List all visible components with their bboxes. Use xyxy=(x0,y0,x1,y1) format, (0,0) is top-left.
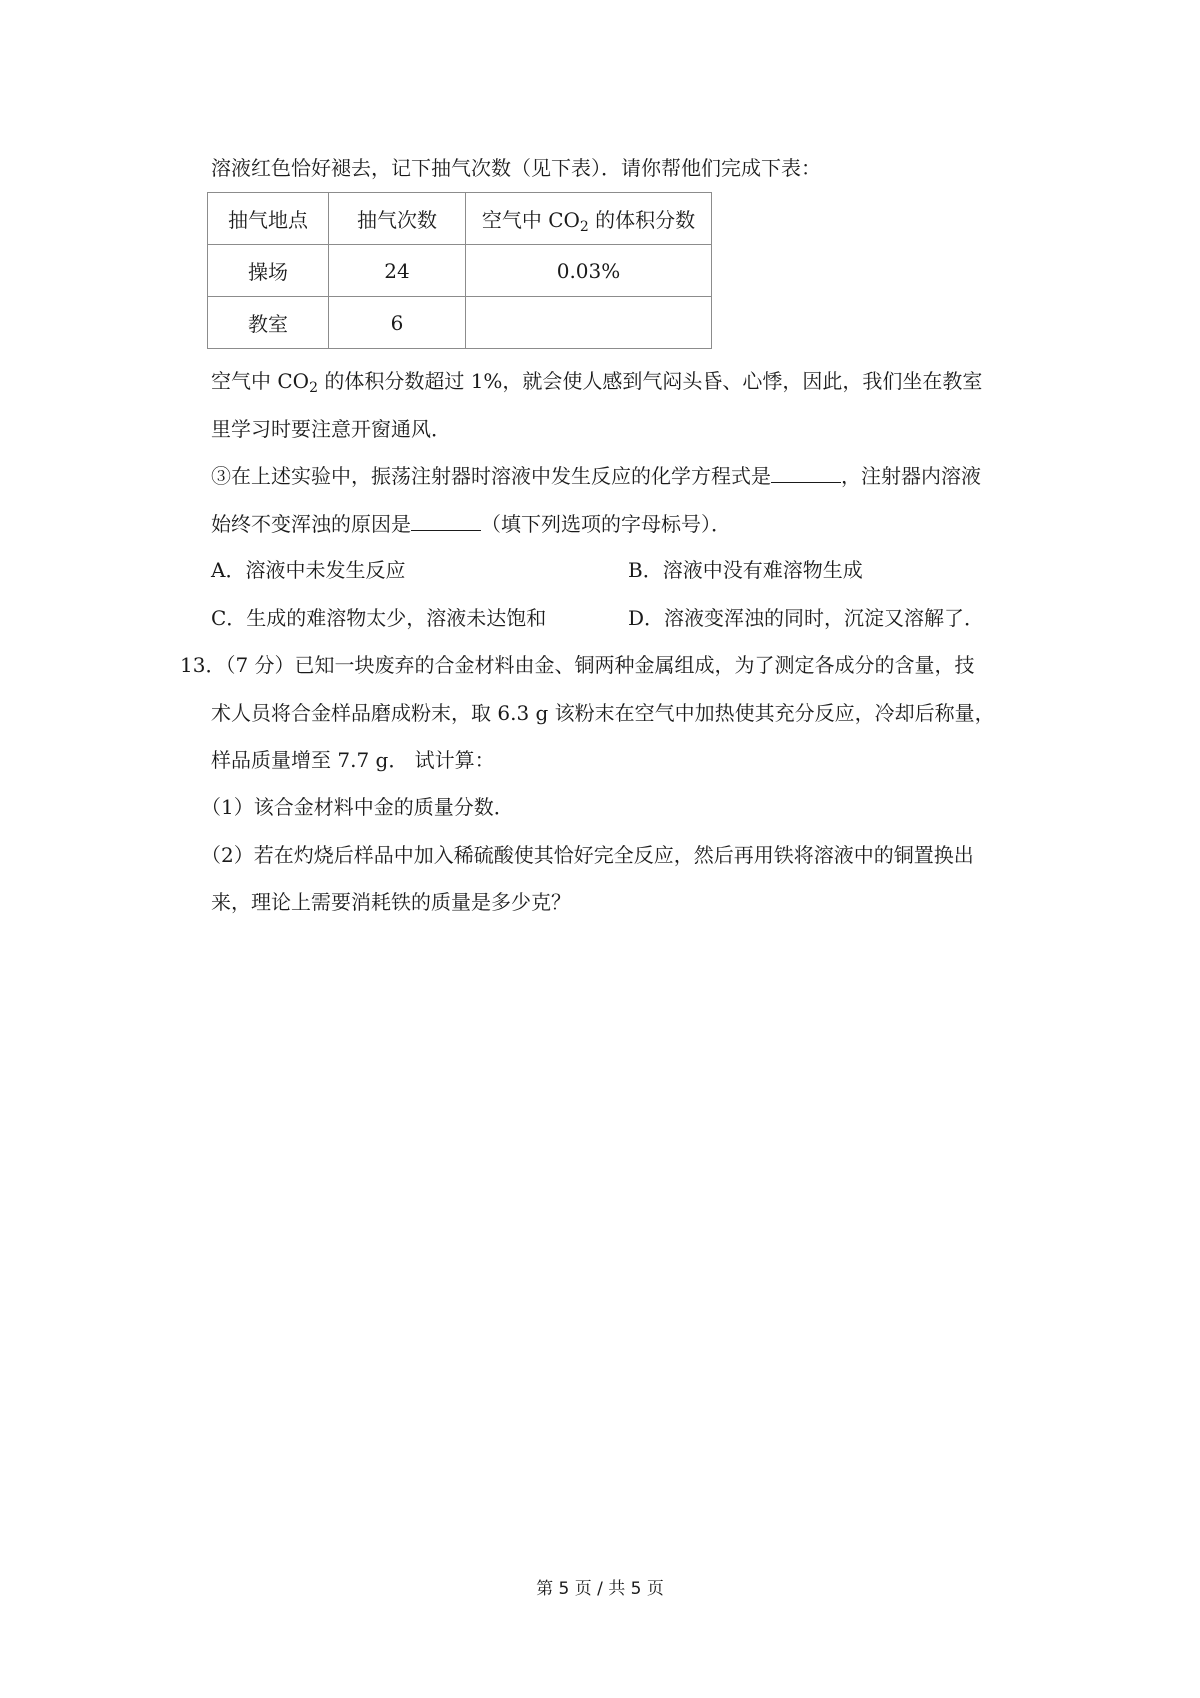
header-place: 抽气地点 xyxy=(208,193,329,245)
option-a: A．溶液中未发生反应 xyxy=(211,558,406,582)
table-row xyxy=(208,245,712,297)
note-line-1: 空气中 $CO_2$ 的体积分数超过 1%，就会使人感到气闷头昏、心悸，因此，我们坐在教室 xyxy=(211,369,983,396)
note-line-2: 里学习时要注意开窗通风． xyxy=(211,417,451,441)
q13-part-2b: 来，理论上需要消耗铁的质量是多少克？ xyxy=(211,890,571,914)
option-c: C．生成的难溶物太少，溶液未达饱和 xyxy=(211,606,547,630)
q13-part-2a: （2）若在灼烧后样品中加入稀硫酸使其恰好完全反应，然后再用铁将溶液中的铜置换出 xyxy=(201,843,974,867)
q13-part-1: （1）该合金材料中金的质量分数． xyxy=(201,795,514,819)
table-row xyxy=(208,297,712,349)
q13-line-1: 13．（7 分）已知一块废弃的合金材料由金、铜两种金属组成，为了测定各成分的含量，技 xyxy=(180,653,975,677)
header-fraction: 空气中 $CO_2$ 的体积分数 xyxy=(466,193,712,245)
answer-blank[interactable] xyxy=(771,462,841,483)
q3-line-2: 始终不变浑浊的原因是 （填下列选项的字母标号）． xyxy=(211,512,731,536)
option-b: B．溶液中没有难溶物生成 xyxy=(628,558,863,582)
q13-line-3: 样品质量增至 7.7 g． 试计算： xyxy=(211,748,495,772)
cell-fraction: 0.03% xyxy=(466,245,712,297)
q13-line-2: 术人员将合金样品磨成粉末，取 6.3 g 该粉末在空气中加热使其充分反应，冷却后称量， xyxy=(211,701,995,725)
page-footer: 第 5 页 / 共 5 页 xyxy=(536,1579,664,1599)
cell-count: 24 xyxy=(329,245,466,297)
cell-count: 6 xyxy=(329,297,466,349)
table-header-row xyxy=(208,193,712,245)
co2-table xyxy=(207,192,712,349)
q3-line-1: ③在上述实验中，振荡注射器时溶液中发生反应的化学方程式是 ，注射器内溶液 xyxy=(211,464,981,488)
cell-fraction-empty[interactable] xyxy=(466,297,712,349)
answer-blank[interactable] xyxy=(411,510,481,531)
option-d: D．溶液变浑浊的同时，沉淀又溶解了． xyxy=(628,606,985,630)
intro-text: 溶液红色恰好褪去，记下抽气次数（见下表）．请你帮他们完成下表： xyxy=(211,156,821,180)
cell-place: 操场 xyxy=(208,245,329,297)
header-count: 抽气次数 xyxy=(329,193,466,245)
cell-place: 教室 xyxy=(208,297,329,349)
